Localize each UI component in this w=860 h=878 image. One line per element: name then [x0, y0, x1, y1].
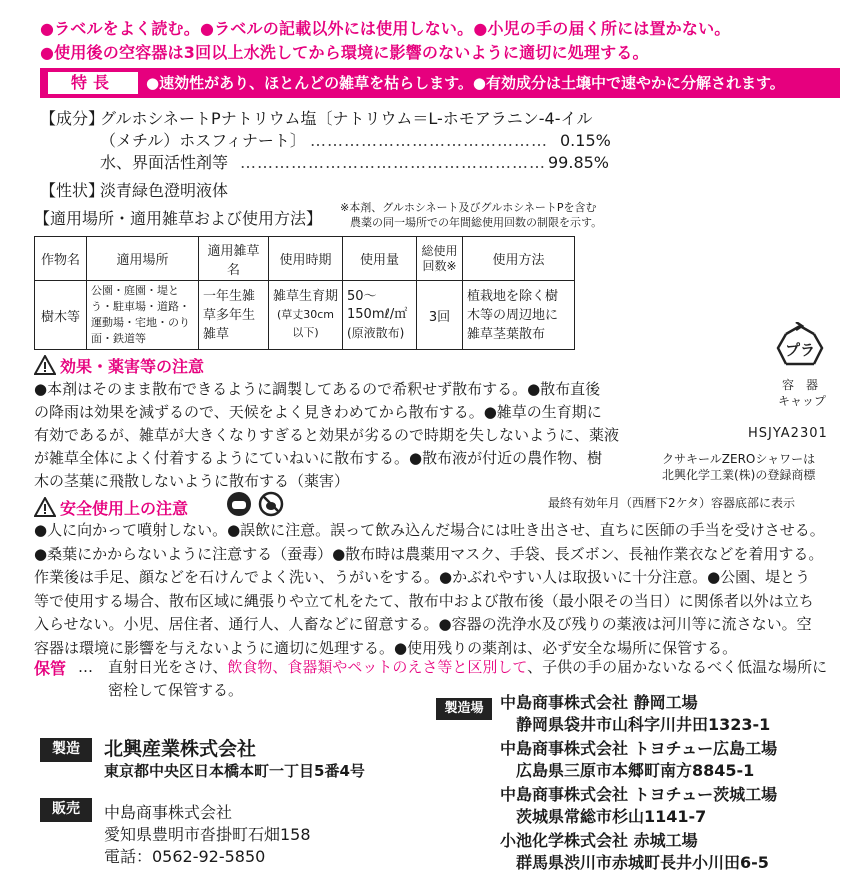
effect-line-5: 木の茎葉に飛散しないように散布する（薬害） [34, 472, 350, 490]
product-code: HSJYA2301 [748, 426, 828, 441]
cell-amount-main: 50～150mℓ/㎡ [347, 289, 408, 322]
cell-timing-sub: (草丈30cm以下) [276, 308, 335, 339]
header-count: 総使用回数※ [417, 237, 463, 281]
storage-line-1 [108, 656, 827, 679]
features-label: 特長 [48, 72, 138, 94]
warning-line-1: ●ラベルをよく読む。●ラベルの記載以外には使用しない。●小児の手の届く所には置かない。 [40, 19, 731, 38]
recycle-mark [770, 322, 830, 376]
cell-weed: 一年生雑草多年生雑草 [199, 281, 269, 350]
effect-caution-title: 効果・薬害等の注意 [60, 357, 205, 376]
factory-1-address: 静岡県袋井市山科字川井田1323-1 [516, 715, 771, 734]
trademark-line-2: 北興化学工業(株)の登録商標 [662, 468, 816, 482]
manufacturer-label: 製造 [40, 738, 92, 762]
manufacturer-name: 北興産業株式会社 [104, 738, 257, 760]
effect-line-3: 有効であるが、雑草が大きくなりすぎると効果が劣るので時期を失しないように、薬液 [34, 426, 620, 444]
header-crop: 作物名 [35, 237, 87, 281]
safety-line-6: 容器は環境に影響を与えないように適切に処理する。●使用残りの薬剤は、必ず安全な場所に保管する。 [34, 638, 738, 657]
mask-icon [226, 491, 252, 521]
table-row [35, 281, 575, 350]
factory-2-name: 中島商事株式会社 トヨチュー広島工場 [500, 739, 778, 758]
effect-line-4: が雑草全体によく付着するようにていねいに散布する。●散布液が付近の農作物、樹 [34, 449, 603, 467]
cell-timing [269, 281, 343, 350]
safety-line-4: 等で使用する場合、散布区域に縄張りや立て札をたて、散布中および散布後（最小限その当日）に関係者以外は立ち [34, 591, 814, 610]
recycle-pla-icon [770, 322, 830, 376]
recycle-line-2: キャップ [778, 394, 827, 408]
storage-text-plain-1: 直射日光をさけ、 [108, 658, 228, 676]
safety-line-3: 作業後は手足、顔などを石けんでよく洗い、うがいをする。●かぶれやすい人は取扱いに十分注意。●公園、堤とう [34, 568, 811, 586]
warning-triangle-icon [34, 497, 56, 517]
cell-count: 3回 [417, 281, 463, 350]
features-bar [40, 68, 840, 98]
cell-crop: 樹木等 [35, 281, 87, 350]
effect-line-1: ●本剤はそのまま散布できるように調製してあるので希釈せず散布する。●散布直後 [34, 380, 601, 398]
cell-place: 公園・庭園・堤とう・駐車場・道路・運動場・宅地・のり面・鉄道等 [87, 281, 199, 350]
property-value: 淡青緑色澄明液体 [100, 181, 229, 200]
factories-label: 製造場 [436, 698, 492, 720]
usage-note-line-2: 農薬の同一場所での年間総使用回数の制限を示す。 [350, 216, 603, 229]
usage-label: 【適用場所・適用雑草および使用方法】 [34, 209, 323, 228]
usage-note-line-1: ※本剤、グルホシネート及びグルホシネートPを含む [340, 201, 597, 214]
ingredient-2-name: 水、界面活性剤等 [100, 153, 229, 172]
header-weed: 適用雑草名 [199, 237, 269, 281]
header-method: 使用方法 [463, 237, 575, 281]
ingredient-1-line-1: グルホシネートPナトリウム塩〔ナトリウム＝L-ホモアラニン-4-イル [100, 109, 593, 128]
factory-2-address: 広島県三原市本郷町南方8845-1 [516, 761, 755, 780]
warning-line-2: ●使用後の空容器は3回以上水洗してから環境に影響のないように適切に処理する。 [40, 43, 649, 62]
usage-table-header [35, 237, 575, 281]
factory-4-name: 小池化学株式会社 赤城工場 [500, 831, 698, 850]
svg-text:プラ: プラ [784, 341, 816, 359]
usage-table [34, 236, 575, 350]
safety-line-1: ●人に向かって噴射しない。●誤飲に注意。誤って飲み込んだ場合には吐き出させ、直ちに医師の手当を受けさせる。 [34, 521, 825, 539]
ingredient-1-value: 0.15% [560, 131, 611, 150]
storage-text-pink: 飲食物、食器類やペットのえさ等と区別して [227, 658, 528, 676]
manufacturer-address: 東京都中央区日本橋本町一丁目5番4号 [104, 762, 365, 780]
factory-3-name: 中島商事株式会社 トヨチュー茨城工場 [500, 785, 778, 804]
no-pet-icon [258, 491, 284, 521]
factory-4-address: 群馬県渋川市赤城町長井小川田6-5 [516, 853, 769, 872]
seller-phone: 電話：0562-92-5850 [104, 847, 266, 866]
warning-triangle-icon [34, 355, 56, 375]
ingredient-1-line-2: （メチル）ホスフィナート〕 [100, 131, 306, 150]
seller-address: 愛知県豊明市沓掛町石畑158 [104, 825, 311, 844]
seller-label: 販売 [40, 798, 92, 822]
recycle-line-1: 容 器 [782, 378, 819, 392]
cell-amount-sub: (原液散布) [347, 326, 405, 340]
expiry-note: 最終有効年月（西暦下2ケタ）容器底部に表示 [548, 496, 796, 510]
cell-timing-main: 雑草生育期 [273, 289, 339, 304]
storage-label: 保管 [34, 659, 67, 678]
ingredient-1-dots: …………………………………… [310, 131, 548, 150]
property-label: 【性状】 [40, 181, 105, 200]
cell-amount [343, 281, 417, 350]
storage-dots: … [78, 658, 93, 676]
header-timing: 使用時期 [269, 237, 343, 281]
composition-label: 【成分】 [40, 109, 105, 128]
factory-1-name: 中島商事株式会社 静岡工場 [500, 693, 698, 712]
safety-caution-title-row [34, 496, 188, 519]
safety-line-2: ●桑葉にかからないように注意する（蚕毒）●散布時は農薬用マスク、手袋、長ズボン、長袖作業衣などを着用する。 [34, 544, 824, 563]
seller-name: 中島商事株式会社 [104, 803, 233, 822]
storage-line-2: 密栓して保管する。 [108, 681, 244, 699]
trademark-line-1: クサキールZEROシャワーは [662, 452, 816, 466]
header-place: 適用場所 [87, 237, 199, 281]
ingredient-2-value: 99.85% [548, 153, 610, 172]
header-amount: 使用量 [343, 237, 417, 281]
safety-caution-title: 安全使用上の注意 [60, 499, 189, 518]
effect-line-2: の降雨は効果を減ずるので、天候をよく見きわめてから散布する。●雑草の生育期に [34, 403, 602, 421]
factory-3-address: 茨城県常総市杉山1141-7 [516, 807, 707, 826]
cell-method: 植栽地を除く樹木等の周辺地に雑草茎葉散布 [463, 281, 575, 350]
ingredient-2-dots: ……………………………………………… [240, 153, 546, 172]
storage-text-plain-2: 、子供の手の届かないなるべく低温な場所に [527, 658, 828, 676]
effect-caution-title-row [34, 354, 204, 377]
features-text: ●速効性があり、ほとんどの雑草を枯らします。●有効成分は土壌中で速やかに分解されます。 [146, 74, 785, 92]
safety-line-5: 入らせない。小児、居住者、通行人、人畜などに留意する。●容器の洗浄水及び残りの薬液は河川等に流さない。空 [34, 615, 812, 633]
